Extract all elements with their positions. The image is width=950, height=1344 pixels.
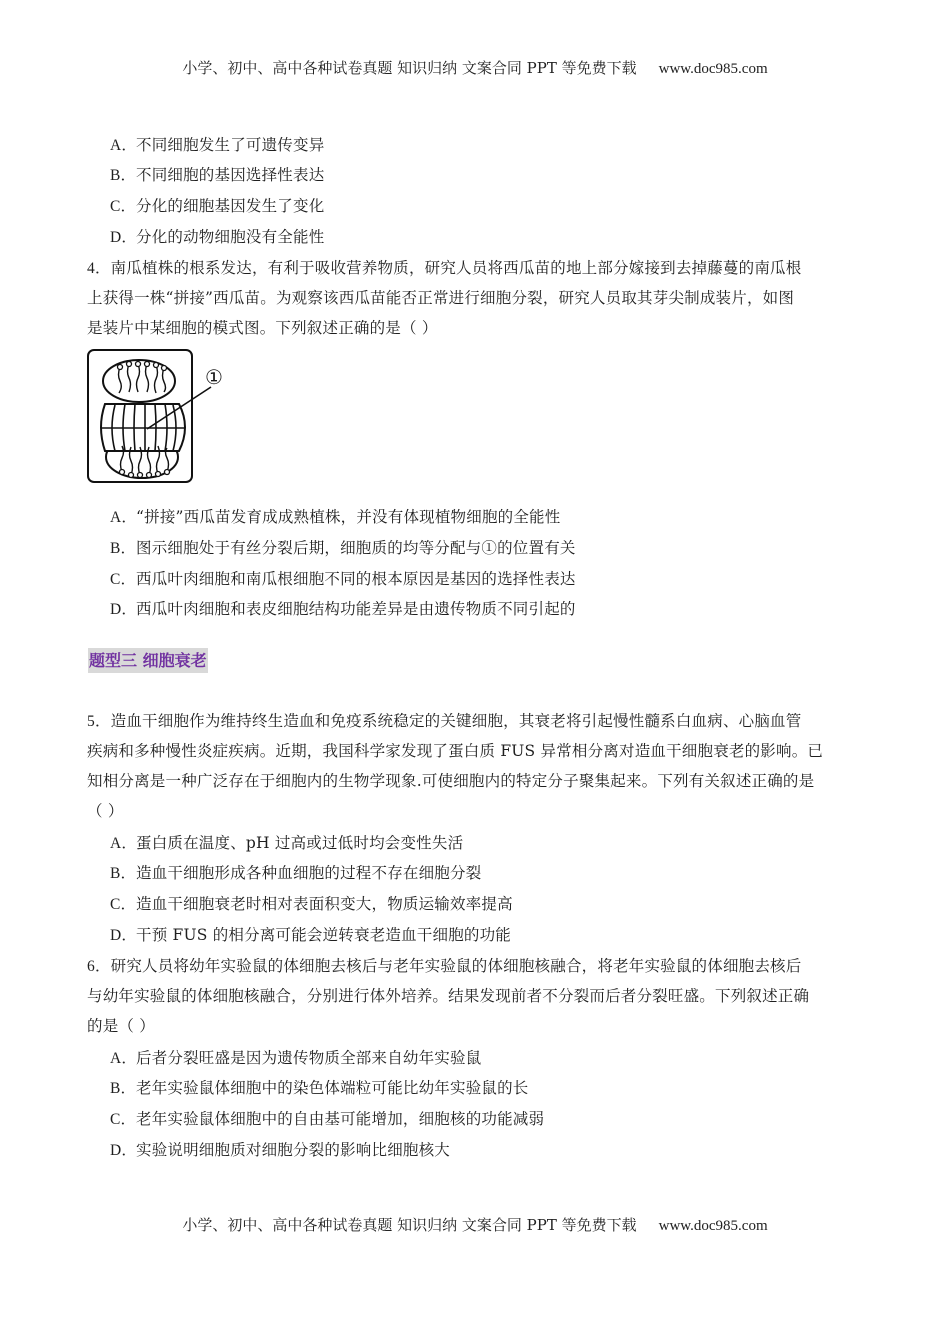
stem-text: 造血干细胞作为维持终生造血和免疫系统稳定的关键细胞，其衰老将引起慢性髓系白血病、心脑血管 xyxy=(110,712,802,730)
q6-option-b xyxy=(110,1076,529,1098)
option-letter: B． xyxy=(110,167,137,184)
option-text: 不同细胞发生了可遗传变异 xyxy=(136,136,325,154)
section-heading: 题型三 细胞衰老 xyxy=(88,648,208,673)
question-number: 5． xyxy=(87,713,111,730)
option-letter: D． xyxy=(110,601,138,618)
stem-text: 南瓜植株的根系发达，有利于吸收营养物质，研究人员将西瓜苗的地上部分嫁接到去掉藤蔓的南瓜根 xyxy=(110,259,802,277)
stem-text: 疾病和多种慢性炎症疾病。近期，我国科学家发现了蛋白质 FUS 异常相分离对造血干细胞衰老的影响。已 xyxy=(87,742,824,760)
page-header xyxy=(0,57,950,78)
q4-option-b xyxy=(110,536,576,558)
option-text: 实验说明细胞质对细胞分裂的影响比细胞核大 xyxy=(136,1141,451,1159)
q3-option-d xyxy=(110,225,324,247)
option-text: 西瓜叶肉细胞和表皮细胞结构功能差异是由遗传物质不同引起的 xyxy=(136,600,576,618)
option-letter: A． xyxy=(110,1050,138,1067)
q4-stem-line-1 xyxy=(87,256,801,278)
option-letter: D． xyxy=(110,1142,138,1159)
question-number: 6． xyxy=(87,958,111,975)
option-text: 分化的细胞基因发生了变化 xyxy=(136,197,325,215)
stem-text: 上获得一株“拼接”西瓜苗。为观察该西瓜苗能否正常进行细胞分裂，研究人员取其芽尖制成装片，如图 xyxy=(87,289,795,307)
option-letter: B． xyxy=(110,540,137,557)
q5-stem-line-1 xyxy=(87,709,801,731)
option-letter: A． xyxy=(110,137,138,154)
q5-stem-line-2 xyxy=(87,739,823,761)
stem-text: 的是（ ） xyxy=(87,1017,155,1035)
footer-text: 小学、初中、高中各种试卷真题 知识归纳 文案合同 PPT 等免费下载 xyxy=(182,1216,637,1234)
q5-stem-line-3 xyxy=(87,769,814,791)
footer-url-link[interactable]: www.doc985.com xyxy=(658,1218,768,1234)
stem-text: 知相分离是一种广泛存在于细胞内的生物学现象.可使细胞内的特定分子聚集起来。下列有关叙述正确的是 xyxy=(87,772,815,790)
option-letter: C． xyxy=(110,198,137,215)
header-text: 小学、初中、高中各种试卷真题 知识归纳 文案合同 PPT 等免费下载 xyxy=(182,59,637,77)
option-letter: B． xyxy=(110,865,137,882)
q4-stem-line-2 xyxy=(87,286,794,308)
q6-option-d xyxy=(110,1138,450,1160)
q6-option-c xyxy=(110,1107,544,1129)
option-text: 造血干细胞衰老时相对表面积变大，物质运输效率提高 xyxy=(136,895,513,913)
option-text: 老年实验鼠体细胞中的自由基可能增加，细胞核的功能减弱 xyxy=(136,1110,545,1128)
stem-text: （ ） xyxy=(87,802,124,820)
stem-text: 是装片中某细胞的模式图。下列叙述正确的是（ ） xyxy=(87,319,438,337)
q4-stem-line-3 xyxy=(87,316,438,338)
q5-option-a xyxy=(110,831,463,853)
option-letter: A． xyxy=(110,835,138,852)
option-letter: C． xyxy=(110,896,137,913)
option-letter: A． xyxy=(110,509,138,526)
q6-stem-line-2 xyxy=(87,984,809,1006)
option-text: 造血干细胞形成各种血细胞的过程不存在细胞分裂 xyxy=(136,864,482,882)
header-url-link[interactable]: www.doc985.com xyxy=(658,61,768,77)
option-text: 后者分裂旺盛是因为遗传物质全部来自幼年实验鼠 xyxy=(136,1049,482,1067)
q5-option-c xyxy=(110,892,513,914)
option-letter: C． xyxy=(110,1111,137,1128)
q6-stem-line-3 xyxy=(87,1014,155,1036)
question-number: 4． xyxy=(87,260,111,277)
option-letter: D． xyxy=(110,927,138,944)
q4-option-d xyxy=(110,597,576,619)
q6-stem-line-1 xyxy=(87,954,801,976)
figure-label-1: ① xyxy=(205,365,223,389)
q4-option-a xyxy=(110,505,560,527)
q5-option-d xyxy=(110,923,511,945)
q5-option-b xyxy=(110,861,481,883)
option-text: 分化的动物细胞没有全能性 xyxy=(136,228,325,246)
option-text: 图示细胞处于有丝分裂后期，细胞质的均等分配与①的位置有关 xyxy=(136,539,576,557)
q3-option-c xyxy=(110,194,324,216)
option-letter: B． xyxy=(110,1080,137,1097)
page-footer xyxy=(0,1214,950,1235)
option-text: 干预 FUS 的相分离可能会逆转衰老造血干细胞的功能 xyxy=(136,926,511,944)
option-text: 老年实验鼠体细胞中的染色体端粒可能比幼年实验鼠的长 xyxy=(136,1079,529,1097)
q5-stem-line-4 xyxy=(87,799,124,821)
option-text: 西瓜叶肉细胞和南瓜根细胞不同的根本原因是基因的选择性表达 xyxy=(136,570,576,588)
option-text: 蛋白质在温度、pH 过高或过低时均会变性失活 xyxy=(136,834,464,852)
option-letter: D． xyxy=(110,229,138,246)
option-letter: C． xyxy=(110,571,137,588)
q6-option-a xyxy=(110,1046,481,1068)
stem-text: 与幼年实验鼠的体细胞核融合，分别进行体外培养。结果发现前者不分裂而后者分裂旺盛。下列叙述正确 xyxy=(87,987,810,1005)
q3-option-a xyxy=(110,133,324,155)
cell-division-figure xyxy=(87,349,223,483)
option-text: “拼接”西瓜苗发育成成熟植株，并没有体现植物细胞的全能性 xyxy=(136,508,561,526)
stem-text: 研究人员将幼年实验鼠的体细胞去核后与老年实验鼠的体细胞核融合，将老年实验鼠的体细胞去核后 xyxy=(110,957,802,975)
q4-option-c xyxy=(110,567,576,589)
option-text: 不同细胞的基因选择性表达 xyxy=(136,166,325,184)
q3-option-b xyxy=(110,163,324,185)
